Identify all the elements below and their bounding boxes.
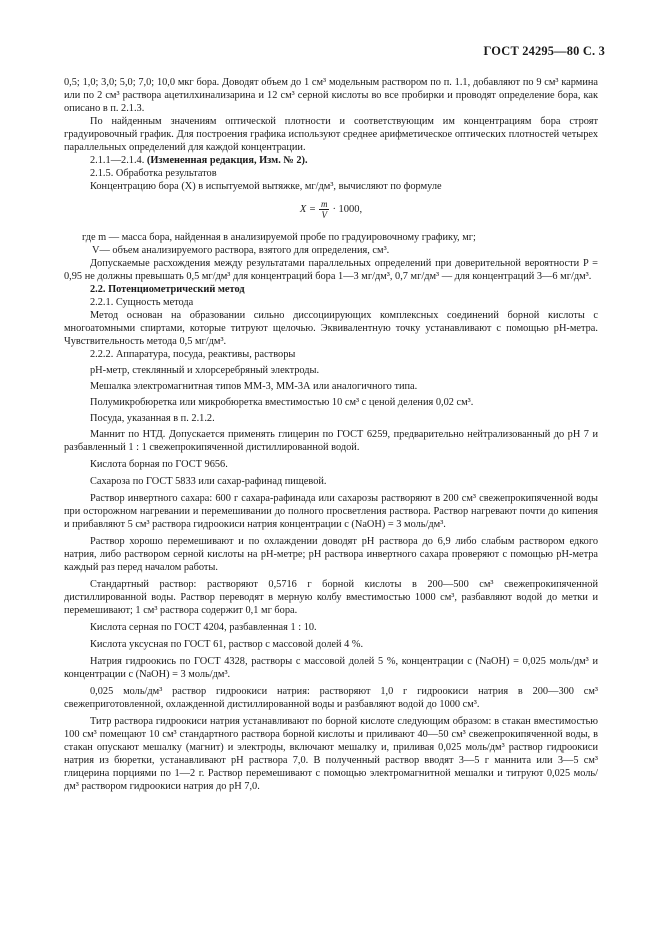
formula-lhs: X = bbox=[299, 204, 316, 215]
list-item: Титр раствора гидроокиси натрия устанавливают по борной кислоте следующим образом: в стакан вместимостью 100 см³ помещают 10 см³ стандартного раствора борной кислоты и приливают 40—50 см³ свежепрокипяченной воды, в стакан опускают мешалку (магнит) и электроды, включают мешалку и, приливая 0,025 моль/дм³ раствор гидроокиси натрия из бюретки, устанавливают pH раствора 7,0. В полученный раствор вводят 3—5 г маннита или 3—5 см³ глицерина порциями по 1—2 г. Раствор перемешивают с помощью электромагнитной мешалки и титруют 0,025 моль/дм³ раствором гидроокиси натрия до pH 7,0. bbox=[64, 716, 598, 792]
list-item: Стандартный раствор: растворяют 0,5716 г борной кислоты в 200—500 см³ свежепрокипяченной дистиллированной воды. Раствор переводят в мерную колбу вместимостью 1000 см³, разбавляют водой до метки и перемешивают; 1 см³ раствора содержит 0,1 мг бора. bbox=[64, 579, 598, 616]
paragraph: Концентрацию бора (X) в испытуемой вытяжке, мг/дм³, вычисляют по формуле bbox=[90, 181, 442, 192]
paragraph: По найденным значениям оптической плотности и соответствующим им концентрациям бора строят градуировочный график. Для построения графика используют среднее арифметическое оптических плотностей четырех параллельных определений для каждой концентрации. bbox=[64, 116, 598, 153]
formula-numerator: m bbox=[320, 199, 328, 209]
list-item: Мешалка электромагнитная типов ММ-3, ММ-3А или аналогичного типа. bbox=[90, 381, 418, 392]
list-item: Маннит по НТД. Допускается применять глицерин по ГОСТ 6259, предварительно нейтрализованный до pH 7 и разбавленный 1 : 1 свежепрокипяченной дистиллированной водой. bbox=[64, 429, 598, 453]
subsection-title: 2.2.1. Сущность метода bbox=[90, 297, 194, 308]
formula-fraction bbox=[319, 199, 330, 220]
list-item: 0,025 моль/дм³ раствор гидроокиси натрия: растворяют 1,0 г гидроокиси натрия в 200—300 см³ свежеприготовленной, охлажденной дистиллированной воды и разбавляют водой до 1000 см³. bbox=[64, 686, 598, 710]
list-item: Натрия гидроокись по ГОСТ 4328, растворы с массовой долей 5 %, концентрации с (NaOH) = 0,025 моль/дм³ и концентрации с (NaOH) = 3 моль/дм³. bbox=[64, 656, 598, 680]
section-ref: 2.1.1—2.1.4. bbox=[90, 155, 145, 166]
list-item: Раствор хорошо перемешивают и по охлаждении доводят pH раствора до 6,9 либо слабым раствором едкого натрия, либо раствором серной кислоты на pH-метре; pH раствора инвертного сахара проверяют с помощью pH-метра каждый раз перед началом работы. bbox=[64, 536, 598, 573]
list-item: Полумикробюретка или микробюретка вместимостью 10 см³ с ценой деления 0,02 см³. bbox=[90, 397, 474, 408]
paragraph: Допускаемые расхождения между результатами параллельных определений при доверительной вероятности P = 0,95 не должны превышать 0,5 мг/дм³ для концентраций бора 1—3 мг/дм³, 0,7 мг/дм³ — для концентраций 3—6 мг/дм³. bbox=[64, 258, 598, 282]
list-item: Раствор инвертного сахара: 600 г сахара-рафинада или сахарозы растворяют в 200 см³ свежепрокипяченной воды при осторожном нагревании и перемешивании до полного просветления раствора. Раствор нагревают почти до кипения и прибавляют 5 см³ раствора гидроокиси натрия концентрации с (NaOH) = 3 моль/дм³. bbox=[64, 493, 598, 530]
subsection-title: 2.2.2. Аппаратура, посуда, реактивы, растворы bbox=[90, 349, 296, 360]
section-title: 2.2. Потенциометрический метод bbox=[90, 284, 245, 295]
list-item: Кислота уксусная по ГОСТ 61, раствор с массовой долей 4 %. bbox=[90, 639, 364, 650]
paragraph: 0,5; 1,0; 3,0; 5,0; 7,0; 10,0 мкг бора. Доводят объем до 1 см³ модельным раствором по п. 1.1, добавляют по 9 см³ кармина или по 2 см³ раствора ацетилхинализарина и 12 см³ серной кислоты во все пробирки и проводят определение бора, как описано в п. 2.1.3. bbox=[64, 77, 598, 114]
list-item: pH-метр, стеклянный и хлорсеребряный электроды. bbox=[90, 365, 320, 376]
paragraph: Метод основан на образовании сильно диссоциирующих комплексных соединений борной кислоты с многоатомными спиртами, которые титруют щелочью. Эквивалентную точку устанавливают с помощью pH-метра. Чувствительность метода 0,5 мг/дм³. bbox=[64, 310, 598, 347]
amendment-note: (Измененная редакция, Изм. № 2). bbox=[146, 155, 308, 166]
list-item: Кислота борная по ГОСТ 9656. bbox=[90, 459, 228, 470]
formula bbox=[64, 199, 598, 223]
list-item: Сахароза по ГОСТ 5833 или сахар-рафинад пищевой. bbox=[90, 476, 327, 487]
formula-rhs: · 1000, bbox=[332, 204, 363, 215]
list-item: Посуда, указанная в п. 2.1.2. bbox=[90, 413, 215, 424]
variable-definition: V— объем анализируемого раствора, взятого для определения, см³. bbox=[92, 245, 390, 256]
formula-denominator: V bbox=[321, 210, 327, 220]
page-header: ГОСТ 24295—80 С. 3 bbox=[483, 44, 605, 58]
list-item: Кислота серная по ГОСТ 4204, разбавленная 1 : 10. bbox=[90, 622, 317, 633]
document-body bbox=[64, 76, 598, 793]
subsection-title: 2.1.5. Обработка результатов bbox=[90, 168, 217, 179]
variable-definition: где m — масса бора, найденная в анализируемой пробе по градуировочному графику, мг; bbox=[82, 232, 476, 243]
paragraph bbox=[64, 154, 598, 167]
